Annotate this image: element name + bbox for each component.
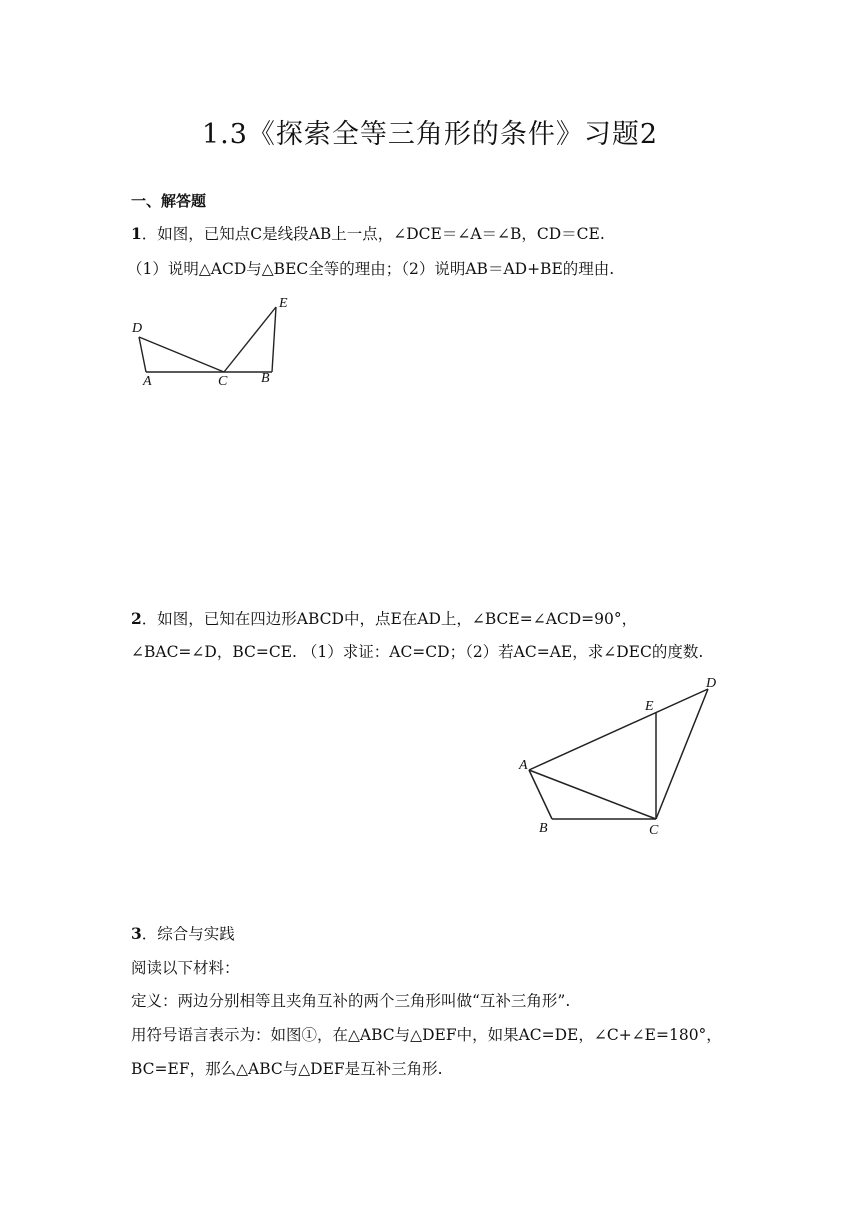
q1-seg-ad <box>139 337 146 372</box>
q3-text: ．综合与实践 <box>141 925 235 943</box>
q2-figure <box>515 670 735 845</box>
q1-line2: （1）说明△ACD与△BEC全等的理由；（2）说明AB＝AD+BE的理由. <box>127 260 615 278</box>
q3-line2: 阅读以下材料： <box>131 959 240 977</box>
page-title: 1.3《探索全等三角形的条件》习题2 <box>201 119 659 150</box>
q3-line5: BC=EF，那么△ABC与△DEF是互补三角形. <box>131 1060 443 1078</box>
q3-number: 3 <box>131 924 142 943</box>
q2-text: ．如图，已知在四边形ABCD中，点E在AD上，∠BCE=∠ACD=90°， <box>141 610 638 628</box>
q3-line1 <box>131 924 235 944</box>
q1-seg-dc <box>139 337 224 372</box>
q1-number: 1 <box>131 224 142 243</box>
q1-label-b: B <box>261 371 270 386</box>
q1-line1 <box>131 224 605 244</box>
q2-number: 2 <box>131 609 142 628</box>
q2-label-c: C <box>649 823 659 838</box>
q1-label-a: A <box>143 374 152 389</box>
q3-line3: 定义：两边分别相等且夹角互补的两个三角形叫做“互补三角形”. <box>131 992 571 1010</box>
q2-label-e: E <box>645 699 654 714</box>
q2-label-b: B <box>539 821 548 836</box>
q1-text: ．如图，已知点C是线段AB上一点，∠DCE＝∠A＝∠B，CD＝CE. <box>141 225 605 243</box>
q2-line1 <box>131 609 637 629</box>
q2-label-a: A <box>519 758 528 773</box>
q1-seg-eb <box>272 307 276 372</box>
q1-label-c: C <box>218 374 228 389</box>
q2-label-d: D <box>706 676 717 691</box>
q1-label-e: E <box>279 296 288 311</box>
section-heading: 一、解答题 <box>131 192 207 210</box>
q1-figure <box>125 290 305 400</box>
q1-seg-ce <box>224 307 276 372</box>
q1-label-d: D <box>132 321 143 336</box>
q2-line2: ∠BAC=∠D，BC=CE. （1）求证：AC=CD；（2）若AC=AE，求∠DEC的度数. <box>131 643 704 661</box>
q3-line4: 用符号语言表示为：如图①，在△ABC与△DEF中，如果AC=DE，∠C+∠E=180°， <box>131 1026 722 1044</box>
